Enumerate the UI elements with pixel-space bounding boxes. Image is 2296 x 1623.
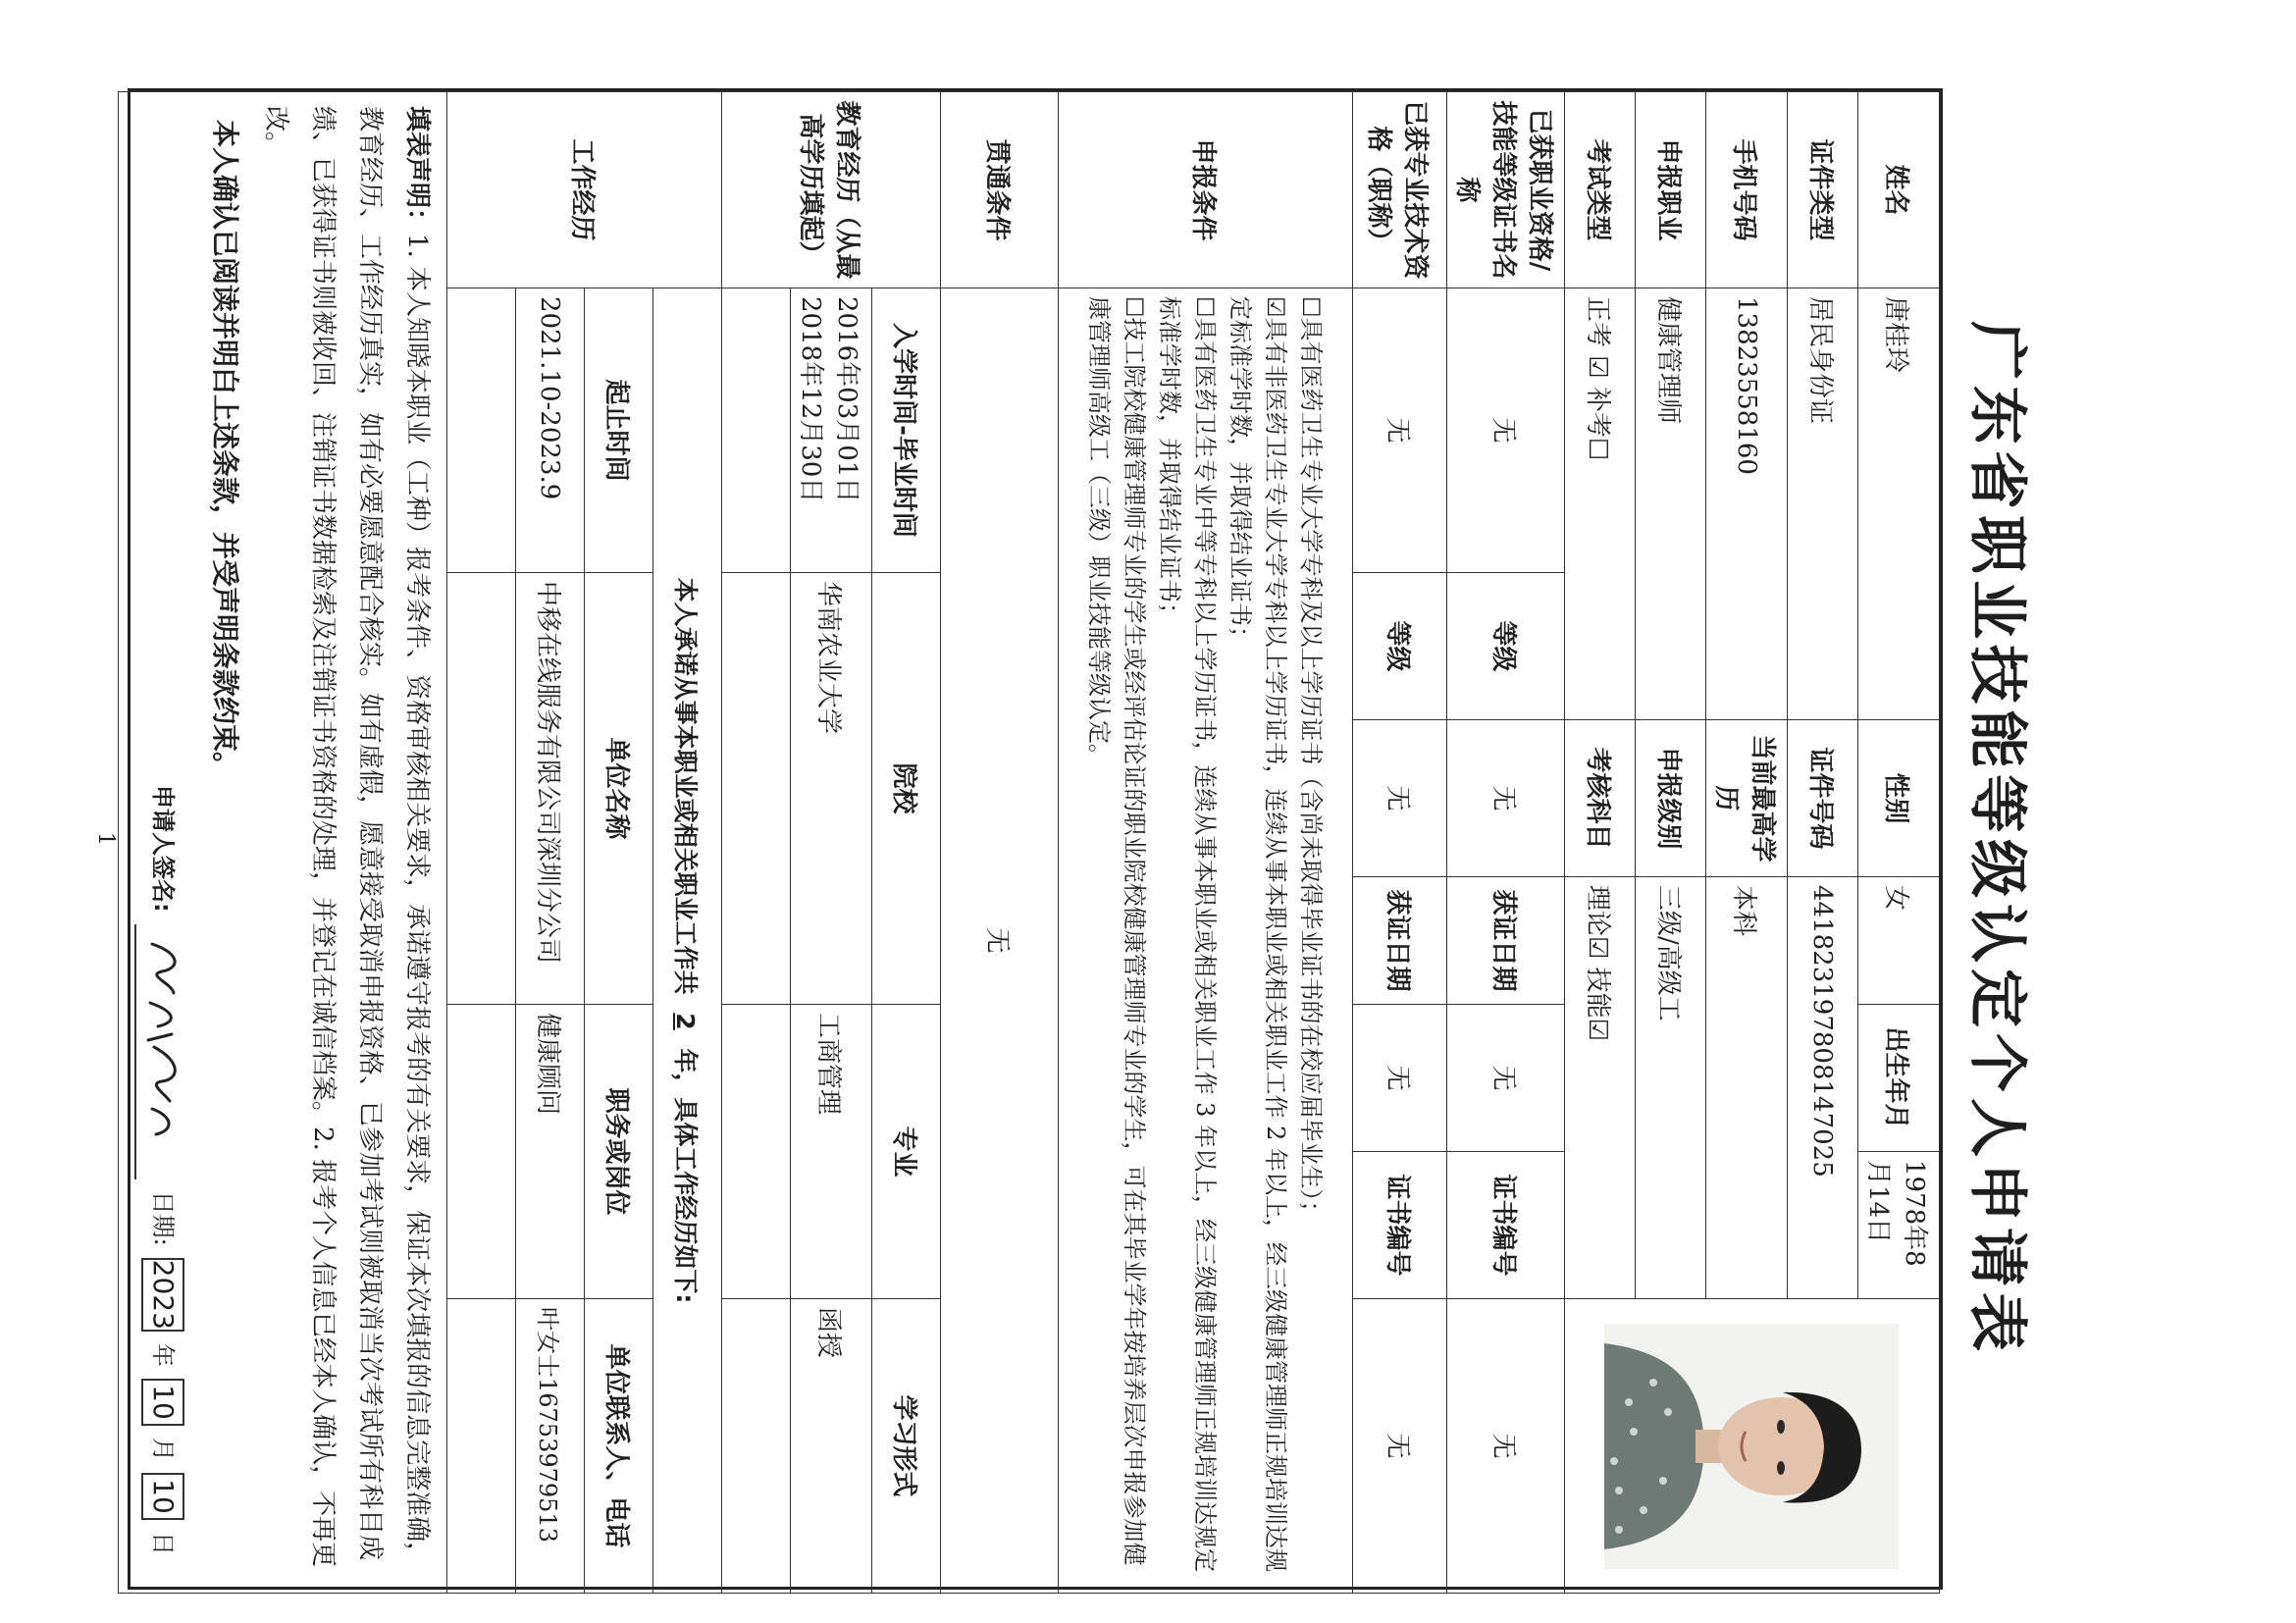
edu-header-form: 学习形式 [872,1299,941,1594]
skill-cert-level: 无 [1447,720,1565,877]
id-type-value: 居民身份证 [1788,288,1858,720]
birth-label: 出生年月 [1858,1005,1940,1152]
declaration-text: 1. 本人知晓本职业（工种）报考条件、资格审核相关要求，承诺遵守报考的有关要求，保证本次填报的信息完整准确，教育经历、工作经历真实，如有必要愿意配合核实。如有虚假，愿意接受取消申报资格、已参加考试则被取消当次考试所有科目成绩、已获得证书则被收回、注销证书数据检索及注销证书资格的处理，并登记在诚信档案。2. 报考个人信息已经本人确认，不再更改。 [261,106,432,1568]
conditions-label: 申报条件 [1059,92,1353,288]
applicant-photo [1605,1324,1900,1569]
job-value: 健康管理师 [1636,288,1706,720]
id-type-label: 证件类型 [1788,92,1858,288]
name-label: 姓名 [1858,92,1940,288]
pro-cert-label: 已获专业技术资格（职称） [1353,92,1447,288]
education-level-label: 当前最高学历 [1706,720,1788,877]
edu-header-time: 入学时间-毕业时间 [872,288,941,573]
application-form-sheet [78,88,2041,1590]
work-header-company: 单位名称 [585,573,653,1005]
edu-header-major: 专业 [872,1005,941,1299]
pro-cert-no: 无 [1353,1299,1447,1594]
declaration-head: 填表声明： [402,106,432,235]
year-unit: 年 [149,1343,177,1367]
work-contact [447,1299,516,1594]
id-no-label: 证件号码 [1788,720,1858,877]
edu-time: 2016年03月01日 2018年12月30日 [791,288,872,573]
work-row [516,92,585,1594]
edu-major: 工商管理 [791,1005,872,1299]
handwritten-signature [136,924,191,1179]
work-period [447,288,516,573]
education-row [722,92,791,1594]
exam-subject-value: 理论☑ 技能☑ [1565,877,1636,1299]
form-table [118,91,1940,1594]
month-unit: 月 [149,1438,177,1461]
work-contact: 叶女士16753979513 [516,1299,585,1594]
pro-cert-level: 无 [1353,720,1447,877]
pro-cert-date-label: 获证日期 [1353,877,1447,1005]
date-label: 日期: [149,1190,177,1246]
work-header-period: 起止时间 [585,288,653,573]
work-years: 2 [671,1013,701,1030]
skill-cert-date: 无 [1447,1005,1565,1152]
conditions-cell [1059,288,1353,1594]
phone-label: 手机号码 [1706,92,1788,288]
job-label: 申报职业 [1636,92,1706,288]
skill-cert-name: 无 [1447,288,1565,573]
edu-school: 华南农业大学 [791,573,872,1005]
work-header-contact: 单位联系人、电话 [585,1299,653,1594]
work-period: 2021.10-2023.9 [516,288,585,573]
day-unit: 日 [149,1532,177,1555]
signature-line [134,924,191,1179]
edu-header-school: 院校 [872,573,941,1005]
edu-form [722,1299,791,1594]
education-row [791,92,872,1594]
work-company: 中移在线服务有限公司深圳分公司 [516,573,585,1005]
form-frame [128,88,1943,1590]
exam-subject-label: 考核科目 [1565,720,1636,877]
date-day: 10 [141,1473,184,1520]
skill-cert-no: 无 [1447,1299,1565,1594]
edu-major [722,1005,791,1299]
condition-item: ☑具有非医药卫生专业大学专科以上学历证书，连续从事本职业或相关职业工作 2 年以上，经三级健康管理师正规培训达规定标准学时数，并取得结业证书； [1226,296,1290,1573]
condition-item: ☐具有医药卫生专业大学专科及以上学历证书（含尚未取得毕业证书的在校应届毕业生）； [1297,296,1326,1225]
phone-value: 13823558160 [1706,288,1788,720]
condition-item: ☐具有医药卫生专业中等专科以上学历证书，连续从事本职业或相关职业工作 3 年以上，经三级健康管理师正规培训达规定标准学时数，并取得结业证书； [1156,296,1220,1573]
exam-type-value: 正考 ☑ 补考☐ [1565,288,1636,720]
work-position: 健康顾问 [516,1005,585,1299]
pro-cert-level-label: 等级 [1353,573,1447,720]
skill-cert-no-label: 证书编号 [1447,1152,1565,1299]
apply-level-label: 申报级别 [1636,720,1706,877]
edu-school [722,573,791,1005]
work-row [447,92,516,1594]
exam-type-label: 考试类型 [1565,92,1636,288]
work-position [447,1005,516,1299]
edu-form: 函授 [791,1299,872,1594]
gender-label: 性别 [1858,720,1940,877]
education-label: 教育经历（从最高学历填起） [722,92,941,288]
signature-row [125,106,197,1579]
work-pledge [653,288,722,1594]
form-title: 广东省职业技能等级认定个人申请表 [1962,321,2031,1357]
id-no-value: 441823197808147025 [1788,877,1858,1299]
page-number: 1 [93,832,118,846]
work-pledge-pre: 本人承诺从事本职业或相关职业工作共 [671,577,701,995]
education-level-value: 本科 [1706,877,1788,1299]
skill-cert-label: 已获职业资格/技能等级证书名称 [1447,92,1565,288]
gender-value: 女 [1858,877,1940,1005]
work-label: 工作经历 [447,92,722,288]
declaration-cell [119,92,447,1594]
skill-cert-date-label: 获证日期 [1447,877,1565,1005]
date-year: 2023 [141,1258,184,1332]
photo-cell [1565,1299,1940,1594]
date-month: 10 [141,1379,184,1426]
through-label: 贯通条件 [941,92,1059,288]
apply-level-value: 三级/高级工 [1636,877,1706,1299]
declaration-confirm: 本人确认已阅读并明白上述条款，并受声明条款约束。 [209,120,241,780]
work-header-position: 职务或岗位 [585,1005,653,1299]
through-value: 无 [941,288,1059,1594]
work-company [447,573,516,1005]
birth-value: 1978年8月14日 [1858,1152,1940,1299]
work-pledge-post: 年，具体工作经历如下: [671,1048,701,1304]
condition-item: ☐技工院校健康管理师专业的学生或经评估论证的职业院校健康管理师专业的学生，可在其毕业学年按培养层次申报参加健康管理师高级工（三级）职业技能等级认定。 [1085,296,1149,1566]
pro-cert-name: 无 [1353,288,1447,573]
pro-cert-date: 无 [1353,1005,1447,1152]
skill-cert-level-label: 等级 [1447,573,1565,720]
edu-time [722,288,791,573]
name-value: 唐桂玲 [1858,288,1940,720]
pro-cert-no-label: 证书编号 [1353,1152,1447,1299]
signature-label: 申请人签名: [149,785,177,913]
